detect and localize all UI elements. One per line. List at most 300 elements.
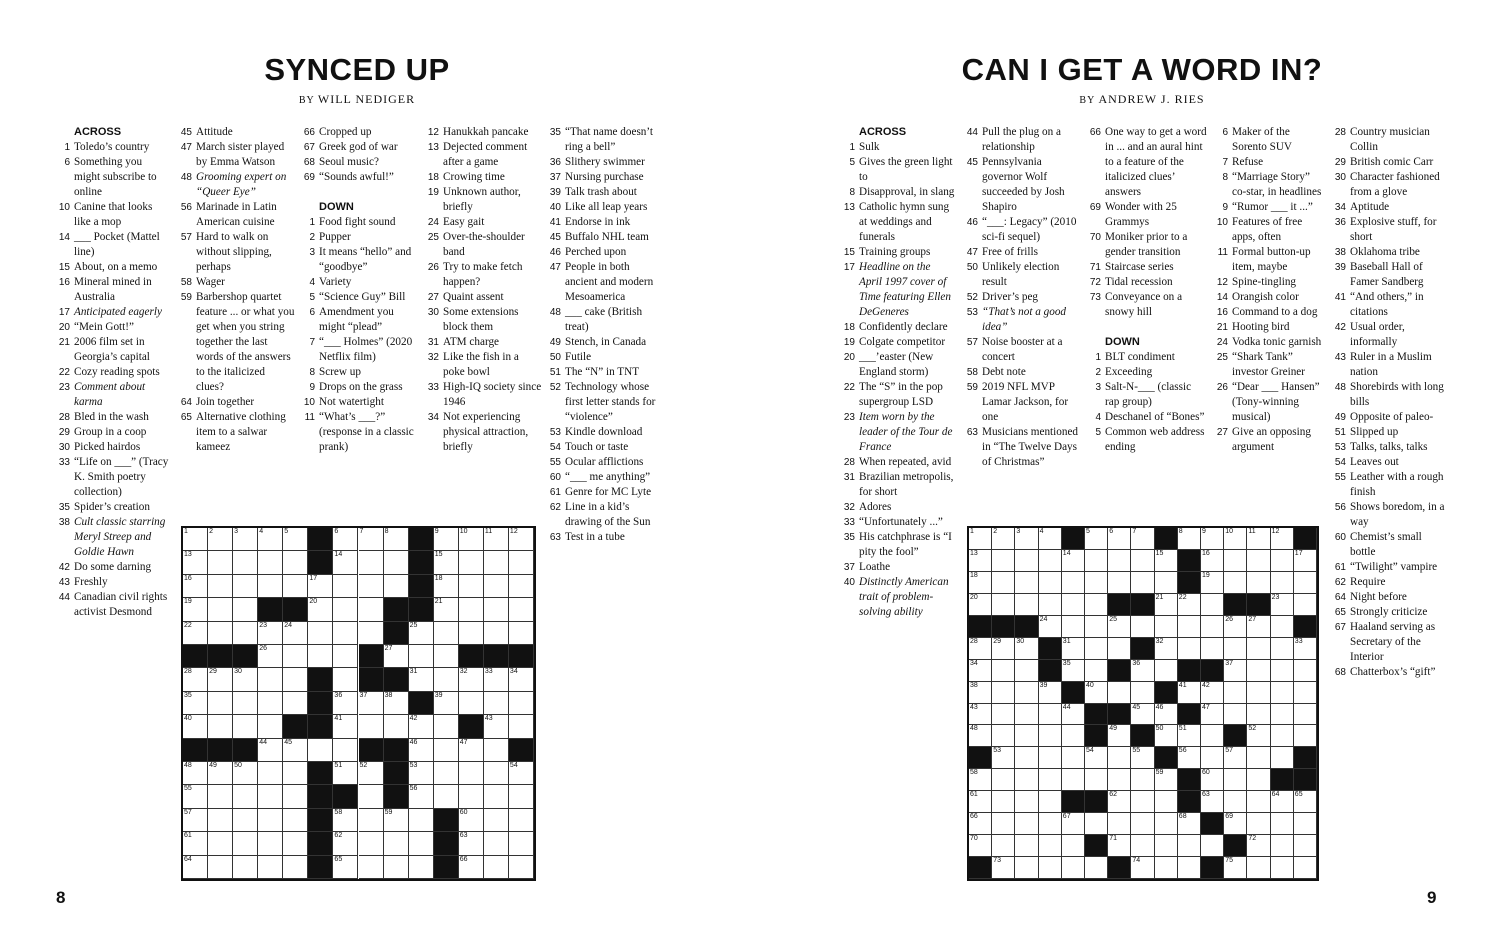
grid-cell[interactable] xyxy=(333,598,358,621)
grid-cell[interactable] xyxy=(1155,638,1178,660)
grid-cell[interactable] xyxy=(1015,638,1038,660)
grid-cell[interactable] xyxy=(1062,550,1085,572)
grid-cell[interactable] xyxy=(1224,682,1247,704)
grid-cell[interactable] xyxy=(459,528,484,551)
grid-cell[interactable] xyxy=(1108,572,1131,594)
grid-cell[interactable] xyxy=(1131,769,1154,791)
grid-cell[interactable] xyxy=(969,550,992,572)
grid-cell[interactable] xyxy=(258,622,283,645)
grid-cell[interactable] xyxy=(208,598,233,621)
grid-cell[interactable] xyxy=(1294,660,1317,682)
grid-cell[interactable] xyxy=(258,785,283,808)
grid-cell[interactable] xyxy=(1015,660,1038,682)
grid-cell[interactable] xyxy=(1131,747,1154,769)
grid-cell[interactable] xyxy=(434,785,459,808)
grid-cell[interactable] xyxy=(1085,594,1108,616)
grid-cell[interactable] xyxy=(359,832,384,855)
grid-cell[interactable] xyxy=(992,835,1015,857)
grid-cell[interactable] xyxy=(183,692,208,715)
grid-cell[interactable] xyxy=(183,785,208,808)
grid-cell[interactable] xyxy=(1131,572,1154,594)
grid-cell[interactable] xyxy=(1247,813,1270,835)
grid-cell[interactable] xyxy=(208,528,233,551)
grid-cell[interactable] xyxy=(992,572,1015,594)
grid-cell[interactable] xyxy=(283,762,308,785)
grid-cell[interactable] xyxy=(434,692,459,715)
grid-cell[interactable] xyxy=(992,638,1015,660)
grid-cell[interactable] xyxy=(409,856,434,879)
grid-cell[interactable] xyxy=(969,638,992,660)
grid-cell[interactable] xyxy=(1247,660,1270,682)
grid-cell[interactable] xyxy=(459,739,484,762)
grid-cell[interactable] xyxy=(1062,725,1085,747)
grid-cell[interactable] xyxy=(308,645,333,668)
grid-cell[interactable] xyxy=(1271,682,1294,704)
grid-cell[interactable] xyxy=(1247,682,1270,704)
grid-cell[interactable] xyxy=(1085,550,1108,572)
grid-cell[interactable] xyxy=(1247,769,1270,791)
grid-cell[interactable] xyxy=(969,594,992,616)
grid-cell[interactable] xyxy=(484,856,509,879)
grid-cell[interactable] xyxy=(233,715,258,738)
grid-cell[interactable] xyxy=(1155,813,1178,835)
grid-cell[interactable] xyxy=(992,528,1015,550)
grid-cell[interactable] xyxy=(233,575,258,598)
grid-cell[interactable] xyxy=(359,762,384,785)
grid-cell[interactable] xyxy=(1015,769,1038,791)
grid-cell[interactable] xyxy=(1015,528,1038,550)
grid-cell[interactable] xyxy=(409,809,434,832)
grid-cell[interactable] xyxy=(459,622,484,645)
grid-cell[interactable] xyxy=(183,762,208,785)
grid-cell[interactable] xyxy=(233,598,258,621)
grid-cell[interactable] xyxy=(359,528,384,551)
grid-cell[interactable] xyxy=(459,575,484,598)
grid-cell[interactable] xyxy=(1155,857,1178,879)
grid-cell[interactable] xyxy=(1085,682,1108,704)
grid-cell[interactable] xyxy=(1062,769,1085,791)
grid-cell[interactable] xyxy=(1294,638,1317,660)
grid-cell[interactable] xyxy=(1015,813,1038,835)
grid-cell[interactable] xyxy=(992,769,1015,791)
grid-cell[interactable] xyxy=(1108,747,1131,769)
grid-cell[interactable] xyxy=(1271,835,1294,857)
grid-cell[interactable] xyxy=(509,528,534,551)
grid-cell[interactable] xyxy=(183,856,208,879)
grid-cell[interactable] xyxy=(1015,857,1038,879)
grid-cell[interactable] xyxy=(969,835,992,857)
grid-cell[interactable] xyxy=(1201,704,1224,726)
grid-cell[interactable] xyxy=(1224,572,1247,594)
grid-cell[interactable] xyxy=(459,551,484,574)
grid-cell[interactable] xyxy=(1271,791,1294,813)
grid-cell[interactable] xyxy=(359,785,384,808)
grid-cell[interactable] xyxy=(509,598,534,621)
grid-cell[interactable] xyxy=(233,622,258,645)
grid-cell[interactable] xyxy=(1015,725,1038,747)
grid-cell[interactable] xyxy=(384,645,409,668)
grid-cell[interactable] xyxy=(1039,682,1062,704)
grid-cell[interactable] xyxy=(509,551,534,574)
grid-cell[interactable] xyxy=(1039,725,1062,747)
grid-cell[interactable] xyxy=(1294,857,1317,879)
grid-cell[interactable] xyxy=(1247,857,1270,879)
grid-cell[interactable] xyxy=(434,528,459,551)
grid-cell[interactable] xyxy=(509,575,534,598)
grid-cell[interactable] xyxy=(1131,660,1154,682)
grid-cell[interactable] xyxy=(1201,528,1224,550)
grid-cell[interactable] xyxy=(1039,616,1062,638)
grid-cell[interactable] xyxy=(183,622,208,645)
grid-cell[interactable] xyxy=(1108,528,1131,550)
grid-cell[interactable] xyxy=(1085,572,1108,594)
grid-cell[interactable] xyxy=(992,813,1015,835)
grid-cell[interactable] xyxy=(384,692,409,715)
grid-cell[interactable] xyxy=(1201,725,1224,747)
grid-cell[interactable] xyxy=(333,528,358,551)
grid-cell[interactable] xyxy=(1039,594,1062,616)
grid-cell[interactable] xyxy=(1247,747,1270,769)
grid-cell[interactable] xyxy=(1247,616,1270,638)
grid-cell[interactable] xyxy=(333,575,358,598)
grid-cell[interactable] xyxy=(384,528,409,551)
grid-cell[interactable] xyxy=(1201,747,1224,769)
grid-cell[interactable] xyxy=(1155,704,1178,726)
grid-cell[interactable] xyxy=(359,715,384,738)
grid-cell[interactable] xyxy=(1178,747,1201,769)
grid-cell[interactable] xyxy=(258,551,283,574)
grid-cell[interactable] xyxy=(1271,813,1294,835)
grid-cell[interactable] xyxy=(359,551,384,574)
grid-cell[interactable] xyxy=(484,832,509,855)
grid-cell[interactable] xyxy=(183,668,208,691)
grid-cell[interactable] xyxy=(1085,638,1108,660)
grid-cell[interactable] xyxy=(1108,725,1131,747)
grid-cell[interactable] xyxy=(1015,747,1038,769)
grid-cell[interactable] xyxy=(258,692,283,715)
grid-cell[interactable] xyxy=(1085,616,1108,638)
grid-cell[interactable] xyxy=(1155,835,1178,857)
grid-cell[interactable] xyxy=(1108,791,1131,813)
grid-cell[interactable] xyxy=(333,622,358,645)
grid-cell[interactable] xyxy=(1178,725,1201,747)
grid-cell[interactable] xyxy=(208,575,233,598)
grid-cell[interactable] xyxy=(1271,725,1294,747)
grid-cell[interactable] xyxy=(969,791,992,813)
grid-cell[interactable] xyxy=(969,660,992,682)
grid-cell[interactable] xyxy=(484,528,509,551)
grid-cell[interactable] xyxy=(434,575,459,598)
grid-cell[interactable] xyxy=(459,785,484,808)
grid-cell[interactable] xyxy=(1039,572,1062,594)
grid-cell[interactable] xyxy=(969,682,992,704)
grid-cell[interactable] xyxy=(308,739,333,762)
grid-cell[interactable] xyxy=(992,791,1015,813)
grid-cell[interactable] xyxy=(1131,813,1154,835)
grid-cell[interactable] xyxy=(208,668,233,691)
grid-cell[interactable] xyxy=(333,692,358,715)
grid-cell[interactable] xyxy=(434,622,459,645)
grid-cell[interactable] xyxy=(1247,725,1270,747)
grid-cell[interactable] xyxy=(1108,682,1131,704)
grid-cell[interactable] xyxy=(1294,572,1317,594)
grid-cell[interactable] xyxy=(384,832,409,855)
grid-cell[interactable] xyxy=(1224,747,1247,769)
grid-cell[interactable] xyxy=(409,832,434,855)
grid-cell[interactable] xyxy=(208,762,233,785)
grid-cell[interactable] xyxy=(1062,747,1085,769)
grid-cell[interactable] xyxy=(1155,769,1178,791)
grid-cell[interactable] xyxy=(308,575,333,598)
grid-cell[interactable] xyxy=(1155,594,1178,616)
grid-cell[interactable] xyxy=(308,622,333,645)
grid-cell[interactable] xyxy=(459,809,484,832)
grid-cell[interactable] xyxy=(1155,572,1178,594)
grid-cell[interactable] xyxy=(208,692,233,715)
grid-cell[interactable] xyxy=(992,704,1015,726)
grid-cell[interactable] xyxy=(1108,835,1131,857)
grid-cell[interactable] xyxy=(409,668,434,691)
grid-cell[interactable] xyxy=(1271,660,1294,682)
grid-cell[interactable] xyxy=(1085,747,1108,769)
grid-cell[interactable] xyxy=(1201,682,1224,704)
grid-cell[interactable] xyxy=(258,575,283,598)
grid-cell[interactable] xyxy=(183,575,208,598)
grid-cell[interactable] xyxy=(283,692,308,715)
grid-cell[interactable] xyxy=(1224,550,1247,572)
grid-cell[interactable] xyxy=(1271,638,1294,660)
grid-cell[interactable] xyxy=(1062,704,1085,726)
grid-cell[interactable] xyxy=(1108,616,1131,638)
grid-cell[interactable] xyxy=(208,715,233,738)
grid-cell[interactable] xyxy=(208,809,233,832)
grid-cell[interactable] xyxy=(233,785,258,808)
grid-cell[interactable] xyxy=(434,715,459,738)
grid-cell[interactable] xyxy=(484,739,509,762)
grid-cell[interactable] xyxy=(459,762,484,785)
grid-cell[interactable] xyxy=(258,832,283,855)
grid-cell[interactable] xyxy=(969,769,992,791)
grid-cell[interactable] xyxy=(484,551,509,574)
grid-cell[interactable] xyxy=(1062,616,1085,638)
grid-cell[interactable] xyxy=(258,715,283,738)
grid-cell[interactable] xyxy=(1271,616,1294,638)
grid-cell[interactable] xyxy=(183,809,208,832)
grid-cell[interactable] xyxy=(484,575,509,598)
grid-cell[interactable] xyxy=(1039,835,1062,857)
grid-cell[interactable] xyxy=(1015,791,1038,813)
grid-cell[interactable] xyxy=(509,785,534,808)
grid-cell[interactable] xyxy=(484,622,509,645)
grid-cell[interactable] xyxy=(1294,550,1317,572)
grid-cell[interactable] xyxy=(509,762,534,785)
grid-cell[interactable] xyxy=(484,715,509,738)
grid-cell[interactable] xyxy=(258,668,283,691)
grid-cell[interactable] xyxy=(1085,528,1108,550)
grid-cell[interactable] xyxy=(308,598,333,621)
grid-cell[interactable] xyxy=(1224,660,1247,682)
grid-cell[interactable] xyxy=(1224,813,1247,835)
grid-cell[interactable] xyxy=(283,856,308,879)
grid-cell[interactable] xyxy=(1062,660,1085,682)
grid-cell[interactable] xyxy=(434,598,459,621)
grid-cell[interactable] xyxy=(1294,725,1317,747)
grid-cell[interactable] xyxy=(1178,616,1201,638)
grid-cell[interactable] xyxy=(1271,747,1294,769)
grid-cell[interactable] xyxy=(233,809,258,832)
grid-cell[interactable] xyxy=(233,528,258,551)
grid-cell[interactable] xyxy=(1247,550,1270,572)
grid-cell[interactable] xyxy=(459,598,484,621)
grid-cell[interactable] xyxy=(283,645,308,668)
grid-cell[interactable] xyxy=(1085,769,1108,791)
grid-cell[interactable] xyxy=(1131,528,1154,550)
grid-cell[interactable] xyxy=(509,715,534,738)
grid-cell[interactable] xyxy=(1178,813,1201,835)
grid-cell[interactable] xyxy=(1224,704,1247,726)
grid-cell[interactable] xyxy=(1271,704,1294,726)
grid-cell[interactable] xyxy=(283,832,308,855)
grid-cell[interactable] xyxy=(359,692,384,715)
grid-cell[interactable] xyxy=(409,645,434,668)
grid-cell[interactable] xyxy=(258,809,283,832)
grid-cell[interactable] xyxy=(1155,725,1178,747)
grid-cell[interactable] xyxy=(1062,857,1085,879)
grid-cell[interactable] xyxy=(333,856,358,879)
grid-cell[interactable] xyxy=(1294,682,1317,704)
grid-cell[interactable] xyxy=(969,725,992,747)
grid-cell[interactable] xyxy=(992,747,1015,769)
grid-cell[interactable] xyxy=(992,660,1015,682)
grid-cell[interactable] xyxy=(1062,572,1085,594)
grid-cell[interactable] xyxy=(1039,813,1062,835)
grid-cell[interactable] xyxy=(484,598,509,621)
grid-cell[interactable] xyxy=(434,645,459,668)
grid-cell[interactable] xyxy=(1015,572,1038,594)
grid-cell[interactable] xyxy=(183,528,208,551)
grid-cell[interactable] xyxy=(1131,682,1154,704)
grid-cell[interactable] xyxy=(1039,704,1062,726)
grid-cell[interactable] xyxy=(1294,813,1317,835)
grid-cell[interactable] xyxy=(1108,769,1131,791)
grid-cell[interactable] xyxy=(233,762,258,785)
grid-cell[interactable] xyxy=(233,832,258,855)
grid-cell[interactable] xyxy=(1247,704,1270,726)
grid-cell[interactable] xyxy=(969,813,992,835)
grid-cell[interactable] xyxy=(233,551,258,574)
grid-cell[interactable] xyxy=(484,785,509,808)
grid-cell[interactable] xyxy=(1247,528,1270,550)
grid-cell[interactable] xyxy=(283,622,308,645)
grid-cell[interactable] xyxy=(1224,769,1247,791)
grid-cell[interactable] xyxy=(1294,594,1317,616)
grid-cell[interactable] xyxy=(1247,638,1270,660)
grid-cell[interactable] xyxy=(1224,638,1247,660)
grid-cell[interactable] xyxy=(1247,572,1270,594)
grid-cell[interactable] xyxy=(459,668,484,691)
grid-cell[interactable] xyxy=(1271,550,1294,572)
grid-cell[interactable] xyxy=(992,682,1015,704)
grid-cell[interactable] xyxy=(233,668,258,691)
grid-cell[interactable] xyxy=(1178,857,1201,879)
grid-cell[interactable] xyxy=(359,598,384,621)
grid-cell[interactable] xyxy=(1015,594,1038,616)
grid-cell[interactable] xyxy=(333,739,358,762)
grid-cell[interactable] xyxy=(1039,791,1062,813)
grid-cell[interactable] xyxy=(333,551,358,574)
grid-cell[interactable] xyxy=(992,550,1015,572)
grid-cell[interactable] xyxy=(409,622,434,645)
grid-cell[interactable] xyxy=(484,809,509,832)
grid-cell[interactable] xyxy=(283,668,308,691)
grid-cell[interactable] xyxy=(409,739,434,762)
grid-cell[interactable] xyxy=(509,668,534,691)
grid-cell[interactable] xyxy=(1131,550,1154,572)
grid-cell[interactable] xyxy=(484,668,509,691)
grid-cell[interactable] xyxy=(1201,791,1224,813)
grid-cell[interactable] xyxy=(208,551,233,574)
grid-cell[interactable] xyxy=(1271,528,1294,550)
grid-cell[interactable] xyxy=(1224,616,1247,638)
grid-cell[interactable] xyxy=(283,739,308,762)
grid-cell[interactable] xyxy=(183,715,208,738)
grid-cell[interactable] xyxy=(1062,813,1085,835)
grid-cell[interactable] xyxy=(1201,769,1224,791)
grid-cell[interactable] xyxy=(333,715,358,738)
grid-cell[interactable] xyxy=(258,645,283,668)
grid-cell[interactable] xyxy=(1201,594,1224,616)
grid-cell[interactable] xyxy=(434,762,459,785)
grid-cell[interactable] xyxy=(1178,682,1201,704)
grid-cell[interactable] xyxy=(333,668,358,691)
grid-cell[interactable] xyxy=(992,725,1015,747)
grid-cell[interactable] xyxy=(509,856,534,879)
grid-cell[interactable] xyxy=(459,692,484,715)
grid-cell[interactable] xyxy=(1155,616,1178,638)
grid-cell[interactable] xyxy=(359,856,384,879)
grid-cell[interactable] xyxy=(434,739,459,762)
grid-cell[interactable] xyxy=(1271,857,1294,879)
grid-cell[interactable] xyxy=(283,809,308,832)
grid-cell[interactable] xyxy=(1039,769,1062,791)
grid-cell[interactable] xyxy=(1131,857,1154,879)
grid-cell[interactable] xyxy=(384,575,409,598)
grid-cell[interactable] xyxy=(1224,528,1247,550)
grid-cell[interactable] xyxy=(1178,835,1201,857)
grid-cell[interactable] xyxy=(333,762,358,785)
grid-cell[interactable] xyxy=(409,762,434,785)
grid-cell[interactable] xyxy=(434,668,459,691)
grid-cell[interactable] xyxy=(1155,660,1178,682)
grid-cell[interactable] xyxy=(333,645,358,668)
grid-cell[interactable] xyxy=(1201,572,1224,594)
grid-cell[interactable] xyxy=(484,762,509,785)
grid-cell[interactable] xyxy=(434,551,459,574)
grid-cell[interactable] xyxy=(1062,835,1085,857)
grid-cell[interactable] xyxy=(459,832,484,855)
grid-cell[interactable] xyxy=(208,856,233,879)
grid-cell[interactable] xyxy=(459,856,484,879)
grid-cell[interactable] xyxy=(1015,835,1038,857)
grid-cell[interactable] xyxy=(1155,791,1178,813)
grid-cell[interactable] xyxy=(1108,813,1131,835)
grid-cell[interactable] xyxy=(969,528,992,550)
grid-cell[interactable] xyxy=(183,598,208,621)
grid-cell[interactable] xyxy=(509,809,534,832)
grid-cell[interactable] xyxy=(283,551,308,574)
grid-cell[interactable] xyxy=(208,832,233,855)
grid-cell[interactable] xyxy=(509,622,534,645)
